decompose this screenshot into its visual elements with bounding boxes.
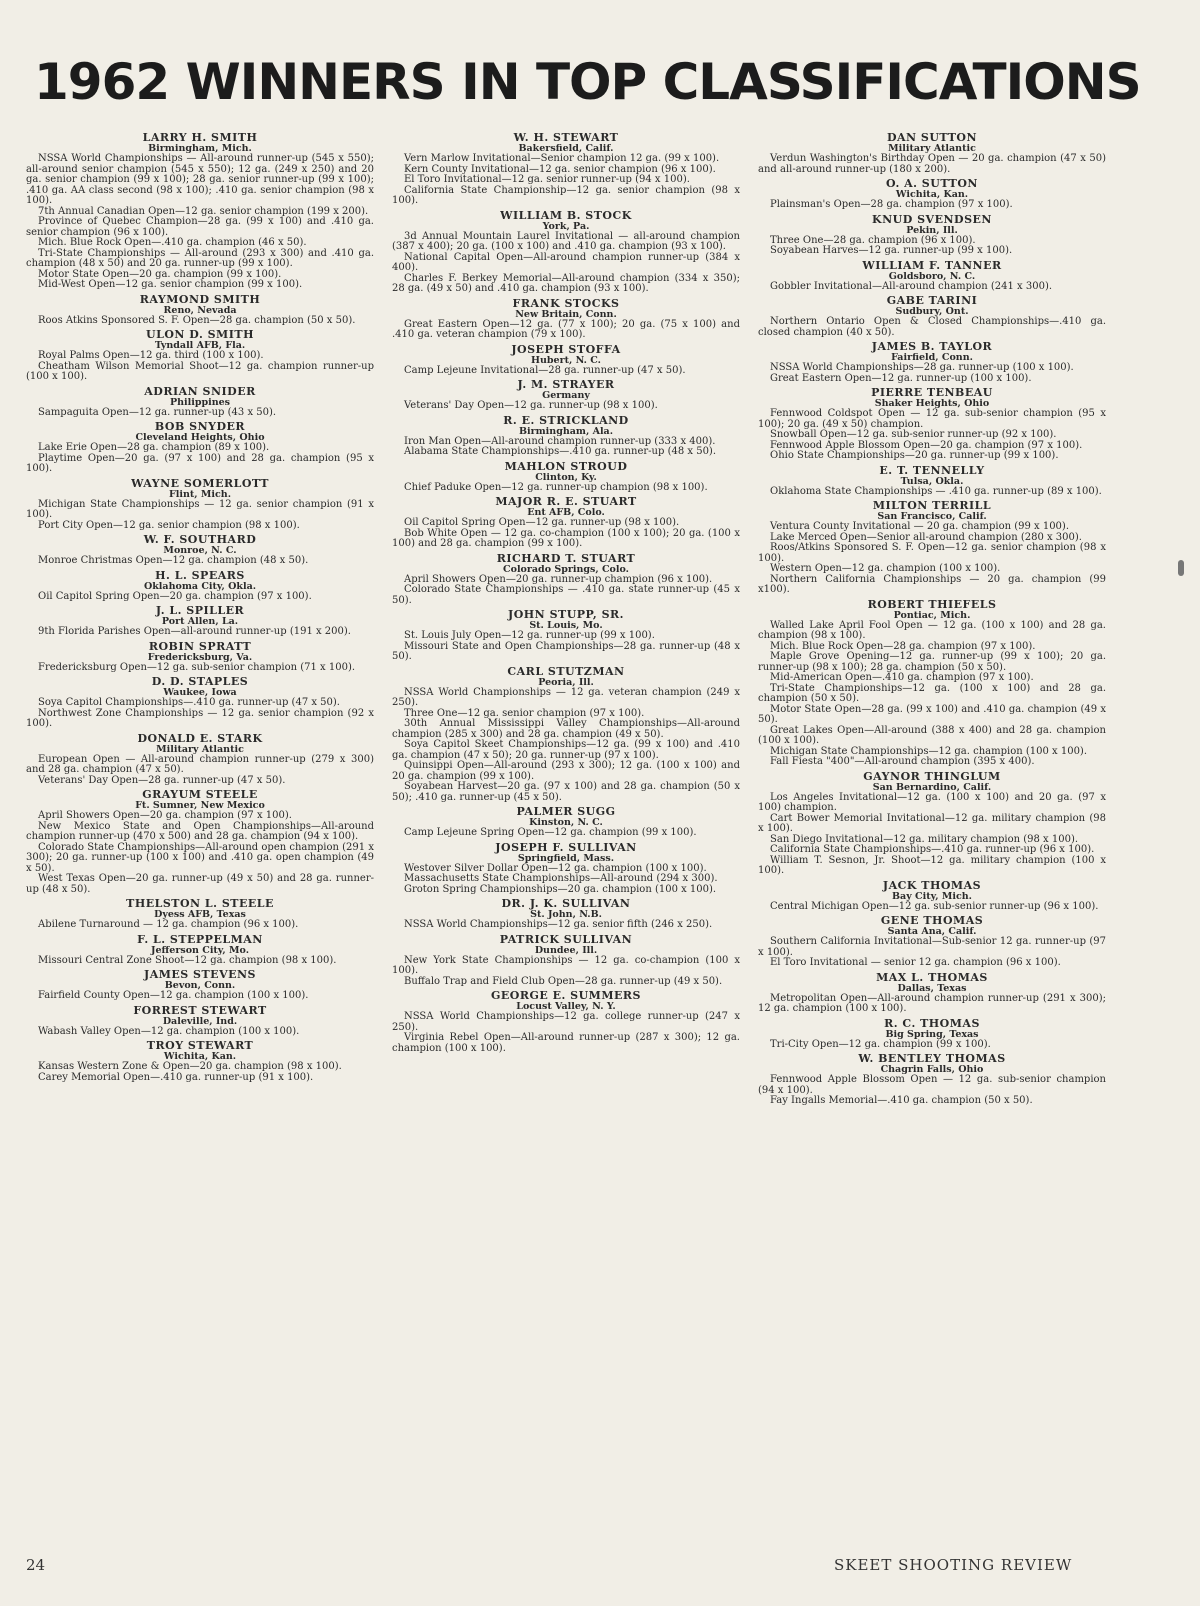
result-line: Lake Merced Open—Senior all-around champion (280 x 300). [770, 531, 1082, 543]
result-line: Camp Lejeune Spring Open—12 ga. champion (99 x 100). [404, 827, 697, 838]
result-line: Groton Spring Championships—20 ga. champion (100 x 100). [404, 883, 717, 895]
winner-location: St. Louis, Mo. [529, 620, 603, 631]
winner-name: GENE THOMAS [880, 914, 984, 927]
result-line: Great Eastern Open—12 ga. runner-up (100 x 100). [770, 372, 1032, 384]
column-2 [392, 132, 740, 1552]
winner-location: Sudbury, Ont. [895, 306, 969, 317]
winner-entry [26, 1005, 374, 1038]
winner-name: MAX L. THOMAS [876, 970, 988, 984]
result-line: Soyabean Harvest—20 ga. (97 x 100) and 28 ga. champion (50 x 50); .410 ga. runner-up (45 x 50). [392, 781, 740, 803]
winner-entry [758, 599, 1106, 768]
result-line: Three One—12 ga. senior champion (97 x 100). [404, 707, 645, 719]
result-line: Northern Ontario Open & Closed Championships—.410 ga. closed champion (40 x 50). [758, 316, 1106, 338]
result-line: 3d Annual Mountain Laurel Invitational — all-around champion (387 x 400); 20 ga. (100 x 100) and .410 ga. champion (93 x 100). [392, 230, 740, 252]
result-line: California State Championship—12 ga. senior champion (98 x 100). [392, 184, 740, 206]
winner-name: E. T. TENNELLY [879, 463, 985, 477]
result-line: Carey Memorial Open—.410 ga. runner-up (91 x 100). [38, 1071, 314, 1083]
winner-entry [392, 461, 740, 494]
winner-entry [26, 676, 374, 730]
result-line: Fennwood Apple Blossom Open — 12 ga. sub-senior champion (94 x 100). [758, 1074, 1106, 1096]
winner-entry [392, 344, 740, 377]
result-line: Iron Man Open—All-around champion runner-up (333 x 400). [404, 435, 716, 447]
winner-name: PATRICK SULLIVAN [499, 932, 633, 946]
winner-entry [758, 771, 1106, 877]
winner-location: Wichita, Kan. [895, 189, 969, 200]
winner-entry [392, 553, 740, 607]
winner-entry [392, 298, 740, 341]
result-line: Kansas Western Zone & Open—20 ga. champion (98 x 100). [38, 1061, 342, 1072]
winner-name: KNUD SVENDSEN [872, 212, 992, 226]
result-line: Western Open—12 ga. champion (100 x 100). [770, 563, 1001, 574]
winner-location: Locust Valley, N. Y. [516, 1001, 616, 1012]
winner-location: Pontiac, Mich. [893, 609, 971, 621]
result-line: Fredericksburg Open—12 ga. sub-senior champion (71 x 100). [38, 661, 356, 673]
winner-name: O. A. SUTTON [886, 177, 978, 190]
result-line: Alabama State Championships—.410 ga. runner-up (48 x 50). [404, 446, 717, 457]
result-line: NSSA World Championships—12 ga. college runner-up (247 x 250). [392, 1011, 740, 1033]
winner-location: Bakersfield, Calif. [518, 143, 614, 154]
winner-location: Philippines [169, 396, 231, 408]
winner-entry [392, 210, 740, 295]
winner-location: San Francisco, Calif. [877, 511, 987, 522]
result-line: Cheatham Wilson Memorial Shoot—12 ga. champion runner-up (100 x 100). [26, 360, 374, 382]
result-line: Mich. Blue Rock Open—.410 ga. champion (46 x 50). [38, 237, 307, 248]
winner-name: ULON D. SMITH [146, 328, 254, 341]
result-line: Port City Open—12 ga. senior champion (98 x 100). [38, 519, 300, 531]
result-line: Roos Atkins Sponsored S. F. Open—28 ga. champion (50 x 50). [38, 314, 356, 326]
result-line: Great Lakes Open—All-around (388 x 400) and 28 ga. champion (100 x 100). [758, 724, 1106, 746]
winner-entry [758, 465, 1106, 498]
column-1 [26, 132, 374, 1552]
result-line: Monroe Christmas Open—12 ga. champion (48 x 50). [38, 555, 309, 566]
result-line: 7th Annual Canadian Open—12 ga. senior champion (199 x 200). [38, 205, 369, 217]
winner-entry [392, 806, 740, 839]
winner-location: Jefferson City, Mo. [150, 944, 250, 956]
result-line: Fairfield County Open—12 ga. champion (100 x 100). [38, 990, 309, 1001]
winner-entry [758, 295, 1106, 338]
winner-name: JOSEPH STOFFA [511, 342, 621, 356]
result-line: Fennwood Coldspot Open — 12 ga. sub-senior champion (95 x 100); 20 ga. (49 x 50) champion. [758, 408, 1106, 430]
winner-entry [758, 214, 1106, 257]
winner-entry [26, 386, 374, 419]
result-line: National Capital Open—All-around champion runner-up (384 x 400). [392, 251, 740, 273]
winner-name: GABE TARINI [886, 294, 978, 307]
winner-name: MILTON TERRILL [872, 499, 992, 512]
winner-entry [392, 132, 740, 207]
result-line: Colorado State Championships — .410 ga. state runner-up (45 x 50). [392, 584, 740, 606]
winner-location: Dundee, Ill. [534, 944, 598, 956]
result-line: Soya Capitol Skeet Championships—12 ga. (99 x 100) and .410 ga. champion (47 x 50); 20 ga. runner-up (97 x 100). [392, 739, 740, 761]
result-line: Missouri Central Zone Shoot—12 ga. champion (98 x 100). [38, 954, 337, 966]
winner-entry [392, 898, 740, 931]
winner-location: Daleville, Ind. [162, 1015, 238, 1027]
winner-name: R. C. THOMAS [884, 1016, 980, 1030]
result-line: Northwest Zone Championships — 12 ga. senior champion (92 x 100). [26, 707, 374, 729]
winner-name: W. H. STEWART [513, 132, 619, 144]
winner-name: DONALD E. STARK [137, 731, 263, 745]
result-line: Vern Marlow Invitational—Senior champion 12 ga. (99 x 100). [404, 153, 720, 164]
winner-entry [26, 534, 374, 567]
result-line: Great Eastern Open—12 ga. (77 x 100); 20 ga. (75 x 100) and .410 ga. veteran champion (79 x 100). [392, 318, 740, 340]
winner-location: Pekin, Ill. [906, 224, 958, 236]
winner-name: JAMES B. TAYLOR [871, 340, 993, 353]
winner-location: Fairfield, Conn. [891, 352, 973, 363]
winner-entry [26, 641, 374, 674]
result-line: Fay Ingalls Memorial—.410 ga. champion (50 x 50). [770, 1095, 1033, 1106]
winner-location: Santa Ana, Calif. [887, 926, 977, 937]
winner-entry [392, 934, 740, 988]
winner-entry [758, 500, 1106, 596]
result-line: San Diego Invitational—12 ga. military champion (98 x 100). [770, 833, 1079, 845]
winner-entry [758, 260, 1106, 293]
result-line: Veterans' Day Open—12 ga. runner-up (98 x 100). [404, 400, 658, 411]
winner-name: RAYMOND SMITH [139, 292, 261, 306]
winner-location: Military Atlantic [156, 743, 244, 755]
result-line: Chief Paduke Open—12 ga. runner-up champion (98 x 100). [404, 481, 708, 493]
winner-name: WAYNE SOMERLOTT [131, 476, 269, 490]
result-line: Charles F. Berkey Memorial—All-around champion (334 x 350); 28 ga. (49 x 50) and .410 ga. champion (93 x 100). [392, 272, 740, 294]
winner-entry [26, 605, 374, 638]
winner-location: Oklahoma City, Okla. [143, 580, 257, 592]
winner-name: FORREST STEWART [133, 1003, 267, 1017]
result-line: Verdun Washington's Birthday Open — 20 ga. champion (47 x 50) and all-around runner-up (180 x 200). [758, 153, 1106, 175]
result-line: Westover Silver Dollar Open—12 ga. champion (100 x 100). [404, 862, 707, 874]
winner-location: Ent AFB, Colo. [527, 507, 605, 518]
result-line: Buffalo Trap and Field Club Open—28 ga. runner-up (49 x 50). [404, 975, 723, 987]
winner-location: York, Pa. [542, 220, 590, 232]
result-line: Colorado State Championships—All-around open champion (291 x 300); 20 ga. runner-up (100 x 100) and .410 ga. open champion (49 x 50). [26, 841, 374, 874]
result-line: California State Championships—.410 ga. runner-up (96 x 100). [770, 844, 1095, 855]
result-line: Oil Capitol Spring Open—12 ga. runner-up (98 x 100). [404, 517, 680, 528]
winner-location: San Bernardino, Calif. [872, 781, 992, 793]
winner-location: Germany [542, 390, 590, 401]
winner-entry [758, 915, 1106, 969]
winner-location: Dyess AFB, Texas [154, 909, 246, 920]
winner-name: ROBIN SPRATT [148, 639, 252, 653]
winner-name: GRAYUM STEELE [142, 788, 258, 801]
winner-entry [758, 178, 1106, 211]
winner-name: WILLIAM F. TANNER [862, 258, 1002, 272]
winner-name: DR. J. K. SULLIVAN [501, 897, 631, 910]
winner-name: GAYNOR THINGLUM [863, 769, 1001, 783]
winner-location: Ft. Sumner, New Mexico [135, 800, 265, 811]
result-line: Fennwood Apple Blossom Open—20 ga. champion (97 x 100). [770, 439, 1083, 451]
winner-entry [26, 969, 374, 1002]
result-line: Central Michigan Open—12 ga. sub-senior runner-up (96 x 100). [770, 900, 1099, 912]
result-line: Wabash Valley Open—12 ga. champion (100 x 100). [38, 1025, 300, 1037]
result-line: April Showers Open—20 ga. champion (97 x 100). [38, 810, 292, 821]
result-line: St. Louis July Open—12 ga. runner-up (99 x 100). [404, 630, 655, 641]
winner-location: Birmingham, Mich. [148, 143, 252, 154]
winner-location: Wichita, Kan. [163, 1051, 237, 1062]
result-line: Quinsippi Open—All-around (293 x 300); 12 ga. (100 x 100) and 20 ga. champion (99 x 100). [392, 760, 740, 782]
winner-entry [392, 609, 740, 663]
winner-entry [26, 1040, 374, 1083]
result-line: Gobbler Invitational—All-around champion (241 x 300). [770, 280, 1053, 292]
winner-name: CARL STUTZMAN [507, 664, 625, 678]
winner-entry [758, 1053, 1106, 1107]
winner-entry [26, 898, 374, 931]
result-line: Royal Palms Open—12 ga. third (100 x 100). [38, 350, 264, 361]
winner-entry [26, 570, 374, 603]
winner-name: RICHARD T. STUART [496, 551, 636, 565]
result-line: Maple Grove Opening—12 ga. runner-up (99 x 100); 20 ga. runner-up (98 x 100); 28 ga. champion (50 x 50). [758, 651, 1106, 673]
winner-location: Shaker Heights, Ohio [874, 398, 990, 409]
result-line: NSSA World Championships—28 ga. runner-up (100 x 100). [770, 362, 1074, 373]
result-line: Veterans' Day Open—28 ga. runner-up (47 x 50). [38, 774, 286, 786]
result-line: Metropolitan Open—All-around champion runner-up (291 x 300); 12 ga. champion (100 x 100). [758, 992, 1106, 1014]
winner-name: ROBERT THIEFELS [867, 597, 997, 611]
result-line: Oklahoma State Championships — .410 ga. runner-up (89 x 100). [770, 485, 1102, 497]
winner-location: Birmingham, Ala. [518, 425, 614, 437]
result-line: Virginia Rebel Open—All-around runner-up (287 x 300); 12 ga. champion (100 x 100). [392, 1032, 740, 1054]
result-line: Soya Capitol Championships—.410 ga. runner-up (47 x 50). [38, 697, 340, 708]
result-line: Roos/Atkins Sponsored S. F. Open—12 ga. senior champion (98 x 100). [758, 542, 1106, 564]
result-line: NSSA World Championships—12 ga. senior fifth (246 x 250). [404, 919, 713, 930]
result-line: Michigan State Championships — 12 ga. senior champion (91 x 100). [26, 498, 374, 520]
publication-name: SKEET SHOOTING REVIEW [834, 1556, 1073, 1574]
winner-location: Cleveland Heights, Ohio [135, 432, 265, 443]
winner-name: W. F. SOUTHARD [143, 533, 257, 546]
result-line: Lake Erie Open—28 ga. champion (89 x 100). [38, 442, 270, 453]
winner-location: Big Spring, Texas [885, 1028, 979, 1040]
winner-entry [26, 478, 374, 532]
result-line: Cart Bower Memorial Invitational—12 ga. military champion (98 x 100). [758, 812, 1106, 834]
winner-entry [758, 132, 1106, 175]
winner-entry [26, 421, 374, 475]
winner-name: LARRY H. SMITH [142, 132, 258, 144]
winner-entry [758, 1018, 1106, 1051]
winner-location: Tyndall AFB, Fla. [154, 340, 246, 351]
winner-entry [758, 880, 1106, 913]
winner-entry [758, 387, 1106, 462]
winner-name: BOB SNYDER [154, 420, 246, 433]
winner-name: TROY STEWART [146, 1039, 254, 1052]
winner-location: New Britain, Conn. [515, 308, 617, 320]
result-line: 30th Annual Mississippi Valley Championships—All-around champion (285 x 300) and 28 ga. champion (49 x 50). [392, 718, 740, 740]
result-line: Fall Fiesta "400"—All-around champion (395 x 400). [770, 756, 1035, 767]
winner-entry [392, 666, 740, 804]
result-line: Mid-American Open—.410 ga. champion (97 x 100). [770, 672, 1034, 683]
winner-entry [26, 329, 374, 383]
winner-location: Reno, Nevada [163, 304, 237, 316]
result-line: Massachusetts State Championships—All-around (294 x 300). [404, 873, 718, 884]
winner-name: MAHLON STROUD [504, 459, 628, 473]
winner-name: GEORGE E. SUMMERS [490, 989, 641, 1002]
result-line: Bob White Open — 12 ga. co-champion (100 x 100); 20 ga. (100 x 100) and 28 ga. champion (99 x 100). [392, 527, 740, 549]
winner-name: D. D. STAPLES [151, 675, 249, 688]
winner-location: Tulsa, Okla. [900, 475, 964, 487]
winner-name: W. BENTLEY THOMAS [858, 1052, 1006, 1065]
winner-name: WILLIAM B. STOCK [500, 208, 632, 222]
result-line: Ohio State Championships—20 ga. runner-up (99 x 100). [770, 450, 1059, 461]
result-line: Tri-State Championships—12 ga. (100 x 100) and 28 ga. champion (50 x 50). [758, 682, 1106, 704]
winner-location: Colorado Springs, Colo. [503, 563, 629, 575]
winner-location: St. John, N.B. [530, 909, 602, 920]
winner-location: Waukee, Iowa [163, 687, 237, 698]
winner-name: J. M. STRAYER [517, 378, 615, 391]
result-line: Camp Lejeune Invitational—28 ga. runner-up (47 x 50). [404, 364, 686, 376]
winner-name: THELSTON L. STEELE [126, 897, 274, 910]
winner-name: JACK THOMAS [882, 878, 982, 892]
winner-entry [26, 789, 374, 895]
result-line: Playtime Open—20 ga. (97 x 100) and 28 ga. champion (95 x 100). [26, 452, 374, 474]
winner-name: ADRIAN SNIDER [144, 384, 256, 398]
result-line: El Toro Invitational—12 ga. senior runner-up (94 x 100). [404, 174, 690, 185]
winner-location: Fredericksburg, Va. [147, 651, 253, 663]
result-line: West Texas Open—20 ga. runner-up (49 x 50) and 28 ga. runner-up (48 x 50). [26, 873, 374, 895]
result-line: El Toro Invitational — senior 12 ga. champion (96 x 100). [770, 957, 1061, 968]
winner-entry [392, 990, 740, 1054]
result-line: Kern County Invitational—12 ga. senior champion (96 x 100). [404, 163, 716, 175]
winner-location: Kinston, N. C. [529, 817, 603, 828]
winner-location: Hubert, N. C. [531, 354, 601, 366]
result-line: William T. Sesnon, Jr. Shoot—12 ga. military champion (100 x 100). [758, 854, 1106, 876]
column-3 [758, 132, 1106, 1552]
result-line: Michigan State Championships—12 ga. champion (100 x 100). [770, 745, 1088, 757]
winner-name: PALMER SUGG [516, 805, 616, 818]
result-line: 9th Florida Parishes Open—all-around runner-up (191 x 200). [38, 626, 351, 637]
winner-name: DAN SUTTON [886, 132, 978, 144]
result-line: NSSA World Championships — All-around runner-up (545 x 550); all-around senior champion (545 x 550); 12 ga. (249 x 250) and 20 ga. senior champion (99 x 100); 28 ga. senior runner-up (99 x 100); .410 ga. AA class second (98 x 100); .410 ga. senior champion (98 x 100). [26, 153, 374, 206]
result-line: New York State Championships — 12 ga. co-champion (100 x 100). [392, 954, 740, 976]
result-line: Mich. Blue Rock Open—28 ga. champion (97 x 100). [770, 640, 1036, 652]
result-line: April Showers Open—20 ga. runner-up champion (96 x 100). [404, 573, 713, 585]
winner-name: F. L. STEPPELMAN [137, 932, 263, 946]
winner-name: R. E. STRICKLAND [503, 413, 629, 427]
result-line: Snowball Open—12 ga. sub-senior runner-up (92 x 100). [770, 429, 1057, 440]
result-line: Northern California Championships — 20 ga. champion (99 x100). [758, 573, 1106, 595]
result-line: Los Angeles Invitational—12 ga. (100 x 100) and 20 ga. (97 x 100) champion. [758, 791, 1106, 813]
page-number: 24 [26, 1556, 46, 1574]
winner-location: Chagrin Falls, Ohio [880, 1064, 984, 1075]
page-title: 1962 WINNERS IN TOP CLASSIFICATIONS [34, 53, 1141, 111]
result-line: Missouri State and Open Championships—28 ga. runner-up (48 x 50). [392, 640, 740, 662]
result-line: Plainsman's Open—28 ga. champion (97 x 100). [770, 199, 1013, 210]
winner-entry [392, 379, 740, 412]
result-line: Mid-West Open—12 ga. senior champion (99 x 100). [38, 279, 303, 290]
result-line: Province of Quebec Champion—28 ga. (99 x 100) and .410 ga. senior champion (96 x 100). [26, 216, 374, 238]
winner-entry [392, 842, 740, 896]
winner-entry [26, 132, 374, 291]
winner-entry [758, 341, 1106, 384]
scan-mark [1178, 560, 1184, 576]
winner-location: Monroe, N. C. [163, 545, 237, 556]
winner-location: Port Allen, La. [161, 616, 239, 627]
winner-entry [26, 733, 374, 787]
winner-location: Bevon, Conn. [164, 980, 236, 991]
winner-name: J. L. SPILLER [155, 604, 245, 617]
winner-location: Dallas, Texas [897, 982, 967, 994]
winner-location: Clinton, Ky. [535, 471, 597, 483]
winner-entry [758, 972, 1106, 1015]
winner-name: FRANK STOCKS [512, 296, 620, 310]
result-line: Motor State Open—28 ga. (99 x 100) and .410 ga. champion (49 x 50). [758, 703, 1106, 725]
result-line: Walled Lake April Fool Open — 12 ga. (100 x 100) and 28 ga. champion (98 x 100). [758, 619, 1106, 641]
winner-location: Flint, Mich. [169, 488, 231, 500]
winner-name: PIERRE TENBEAU [871, 386, 993, 399]
winner-location: Bay City, Mich. [892, 890, 972, 902]
winner-name: MAJOR R. E. STUART [495, 495, 637, 508]
result-line: Tri-City Open—12 ga. champion (99 x 100). [770, 1038, 991, 1050]
winner-location: Springfield, Mass. [517, 852, 615, 864]
winner-entry [26, 294, 374, 327]
result-line: New Mexico State and Open Championships—All-around champion runner-up (470 x 500) and 28 ga. champion (94 x 100). [26, 820, 374, 842]
result-line: Motor State Open—20 ga. champion (99 x 100). [38, 268, 282, 280]
winner-location: Peoria, Ill. [538, 676, 594, 688]
result-line: Soyabean Harves—12 ga. runner-up (99 x 100). [770, 245, 1013, 256]
winner-entry [392, 496, 740, 550]
winner-location: Military Atlantic [888, 143, 976, 154]
result-line: NSSA World Championships — 12 ga. veteran champion (249 x 250). [392, 686, 740, 708]
result-line: Three One—28 ga. champion (96 x 100). [770, 234, 976, 246]
winner-name: H. L. SPEARS [155, 568, 245, 582]
result-line: Sampaguita Open—12 ga. runner-up (43 x 50). [38, 406, 277, 418]
result-line: European Open — All-around champion runner-up (279 x 300) and 28 ga. champion (47 x 50). [26, 753, 374, 775]
winner-entry [26, 934, 374, 967]
result-line: Ventura County Invitational — 20 ga. champion (99 x 100). [770, 521, 1069, 532]
result-line: Southern California Invitational—Sub-senior 12 ga. runner-up (97 x 100). [758, 936, 1106, 958]
winner-entry [392, 415, 740, 458]
winner-location: Goldsboro, N. C. [888, 270, 976, 282]
result-line: Oil Capitol Spring Open—20 ga. champion (97 x 100). [38, 590, 312, 602]
result-line: Abilene Turnaround — 12 ga. champion (96 x 100). [38, 919, 299, 930]
winner-name: JOSEPH F. SULLIVAN [495, 840, 637, 854]
winner-name: JAMES STEVENS [143, 968, 256, 981]
winner-name: JOHN STUPP, SR. [508, 608, 624, 621]
result-line: Tri-State Championships — All-around (293 x 300) and .410 ga. champion (48 x 50) and 20 ga. runner-up (99 x 100). [26, 247, 374, 269]
